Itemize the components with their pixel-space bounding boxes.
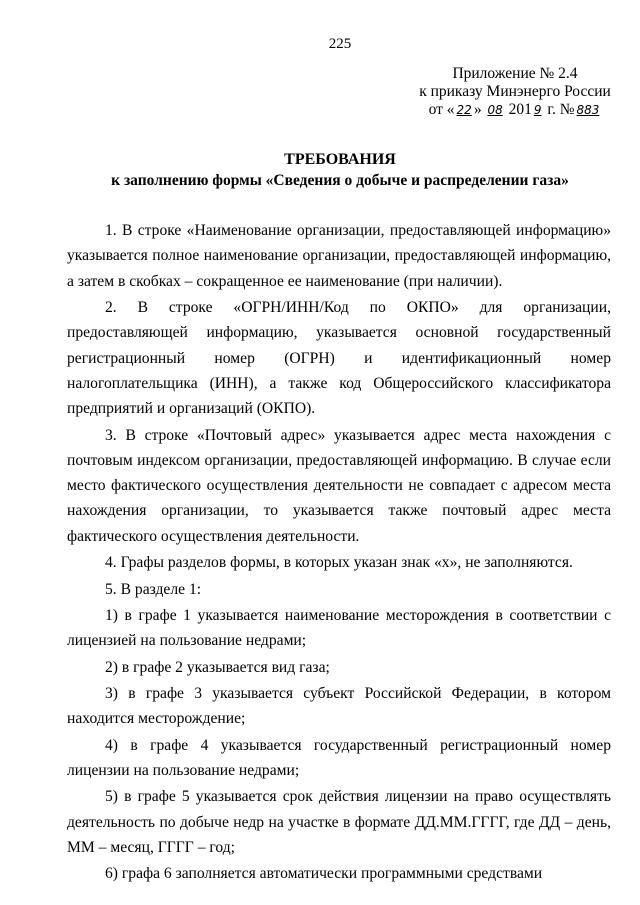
appendix-header [405,65,625,119]
handwritten-year-digit: 9 [533,103,542,117]
paragraph-5-3: 3) в графе 3 указывается субъект Российской Федерации, в котором находится месторождение; [67,685,611,728]
handwritten-day: 22 [456,103,472,117]
paragraph-2: 2. В строке «ОГРН/ИНН/Код по ОКПО» для организации, предоставляющей информацию, указывается основной государственный регистрационный номер (ОГРН) и идентификационный номер налогоплательщика (ИНН), а также код Общероссийского классификатора предприятий и организаций (ОКПО). [67,298,611,418]
date-day-close: » [473,101,482,118]
paragraph-5-6: 6) графа 6 заполняется автоматически программными средствами [105,865,543,883]
year-prefix: 201 [508,101,532,118]
document-subtitle: к заполнению формы «Сведения о добыче и распределении газа» [111,172,569,189]
paragraph-4: 4. Графы разделов формы, в которых указан знак «х», не заполняются. [105,554,573,572]
paragraph-5-2: 2) в графе 2 указывается вид газа; [105,658,330,676]
paragraph-3: 3. В строке «Почтовый адрес» указывается адрес места нахождения с почтовым индексом организации, предоставляющей информацию. В случае если место фактического осуществления деятельности не совпадает с адресом места нахождения организации, то указывается также почтовый адрес места фактического осуществления деятельности. [67,426,611,545]
date-prefix: от « [428,101,455,118]
paragraph-5-5: 5) в графе 5 указывается срок действия лицензии на право осуществлять деятельность по добыче недр на участке в формате ДД.ММ.ГГГГ, где ДД – день, ММ – месяц, ГГГГ – год; [67,788,611,856]
paragraph-5: 5. В разделе 1: [105,580,202,598]
year-suffix: г. № [543,101,575,118]
paragraph-5-4: 4) в графе 4 указывается государственный регистрационный номер лицензии на пользование недрами; [67,736,611,779]
paragraph-1: 1. В строке «Наименование организации, предоставляющей информацию» указывается полное наименование организации, предоставляющей информацию, а затем в скобках – сокращенное ее наименование (при наличии). [67,222,611,290]
appendix-line-1: Приложение № 2.4 [452,65,578,82]
page-number: 225 [328,36,352,52]
document-body [67,218,611,888]
handwritten-month: 08 [487,103,503,117]
handwritten-order-number: 883 [576,103,600,117]
appendix-line-2: к приказу Минэнерго России [419,83,611,100]
paragraph-5-1: 1) в графе 1 указывается наименование месторождения в соответствии с лицензией на пользование недрами; [67,606,611,650]
document-title: ТРЕБОВАНИЯ [284,151,396,168]
appendix-date-line [405,101,625,119]
